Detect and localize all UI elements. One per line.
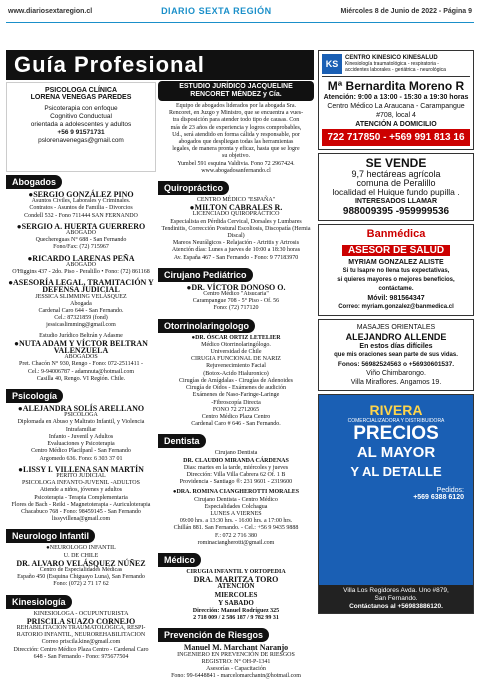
- section-heading-medico: Médico: [158, 553, 201, 567]
- ad-phone: Móvil: 981564347: [367, 295, 425, 302]
- ad-neurologist: [6, 545, 156, 588]
- ad-dentist: [158, 450, 314, 486]
- ad-name: ● DR. ÓSCAR ORTIZ LETELIER: [191, 335, 280, 341]
- ad-line: PSICOLOGA INFANTO-JUVENIL -ADULTOS: [22, 480, 140, 487]
- ad-rivera: [318, 394, 474, 614]
- ad-line: Chacabuco 768 - Fono: 98459145 - San Fernando: [21, 508, 141, 515]
- ad-line: Rencoret, en Juzgo y Ministro, que se encuentra a vues-: [168, 110, 304, 117]
- ad-name: DR. ALVARO VELÁSQUEZ NÚÑEZ: [16, 558, 146, 568]
- ad-line: Rejuvenecimiento Facial: [206, 363, 266, 370]
- ad-line: MIERCOLES: [214, 590, 258, 599]
- ad-risk-prevention: [158, 644, 314, 680]
- ad-name: ● RICARDO LARENAS PEÑA: [6, 255, 156, 262]
- ad-line: Ud., será atendido en forma cálida y responsable, por: [172, 131, 300, 138]
- ad-line: Infanto - Juvenil y Adultos: [48, 433, 114, 440]
- ad-line: KINESIOLOGA - OCUPUNTURISTA: [33, 610, 129, 617]
- ad-kinesalud: [318, 50, 474, 150]
- ad-title: Y AL DETALLE: [350, 464, 442, 479]
- ad-name: ● MILTON CABRALES R.: [158, 204, 314, 211]
- ad-phone: 2 718 009 / 2 586 187 / 9 782 99 31: [193, 615, 279, 622]
- rivera-logo: RIVERA: [369, 402, 423, 418]
- ad-line: San Fernando.: [374, 595, 418, 602]
- ad-line: FONO 72 2712065: [212, 406, 260, 413]
- ad-lawyer: [6, 255, 156, 277]
- ad-line: 9,7 hectáreas agrícola: [351, 169, 441, 179]
- ad-line: Cel.: 9-94006787 - adamnuta@hotmail.com: [27, 368, 134, 375]
- ad-line: Centro Médico "Atsucaria": [203, 291, 269, 298]
- ad-line: Diplomada en Abuso y Maltrato Infantil, y Violencia Intrafamiliar: [17, 419, 145, 433]
- ad-line: JESSICA SLIMMING VELÁSQUEZ: [35, 293, 127, 300]
- ad-name: ● SERGIO A. HUERTA GUERRERO: [6, 223, 156, 230]
- ad-line: Cirujano Dentista: [214, 450, 258, 457]
- ad-line: ATENCIÓN A DOMICILIO: [355, 121, 437, 128]
- ad-doctor: [158, 569, 314, 622]
- ad-line: PSICÓLOGA: [64, 412, 98, 419]
- ad-line: Cel.: 87321859 (fond): [54, 315, 108, 322]
- banmedica-logo: Banmédica: [366, 228, 426, 240]
- ad-line: tra disposición para atender todo tipo de causas. Con: [172, 117, 300, 124]
- ad-line: Asuntos Civiles, Laborales y Criminales.: [31, 198, 131, 205]
- ad-name: DRA. MARITZA TORO: [193, 575, 279, 585]
- ad-name: ● DRA. ROMINA CIANGHEROTTI MORALES: [173, 489, 299, 495]
- ad-line: Exámenes de Naso-Faringe-Laringe: [192, 392, 280, 399]
- column-middle: [158, 78, 314, 680]
- ad-line: Cardenal Caro 644 - San Fernando.: [38, 308, 124, 315]
- ad-line: accidentes laborales - geriátrica - neurológica: [345, 67, 446, 73]
- ad-pediatric-surgeon: [158, 284, 314, 313]
- ad-line: REGISTRO: N° OH-P-1341: [201, 658, 271, 665]
- ad-name: DR. CLAUDIO MIRANDA CÁRDENAS: [183, 457, 289, 464]
- ad-line: Dirección: Manuel Rodríguez 325: [192, 607, 280, 614]
- ad-line: Centro Médico La Araucana - Carampangue #708, local 4: [327, 103, 465, 119]
- ad-line: -Fibroscopía Directa: [211, 399, 261, 406]
- ad-lawyer: [6, 279, 156, 329]
- ad-line: Centro de Especialidades Médicas: [39, 566, 123, 573]
- ad-name: ● ASESORÍA LEGAL, TRAMITACIÓN Y DEFENSA JUDICIAL: [6, 279, 156, 293]
- section-heading-cirujano-pediatrico: Cirujano Pediátrico: [158, 268, 253, 282]
- section-heading-prevencion: Prevención de Riesgos: [158, 628, 269, 642]
- ad-line: (Botox-Acido Hialuronico): [203, 370, 269, 377]
- ad-name: ALEJANDRO ALLENDE: [345, 332, 447, 342]
- ad-line: PERITO JUDICIAL: [56, 472, 106, 479]
- ad-email: lissyvillena@gmail.com: [51, 516, 111, 523]
- ad-title: MASAJES ORIENTALES: [356, 324, 436, 331]
- ad-line: LUNES A VIERNES: [210, 510, 262, 517]
- ad-title: ASESOR DE SALUD: [342, 245, 450, 256]
- ad-title: AL MAYOR: [356, 444, 436, 461]
- section-heading-psicologia: Psicología: [6, 389, 63, 403]
- page-header: [0, 0, 480, 22]
- ad-line: ATENCIÓN: [217, 582, 255, 591]
- ad-line: Estudio Jurídico Beltrán y Adasme: [39, 332, 123, 339]
- ad-ent-doctor: [158, 335, 314, 429]
- ad-title: PRECIOS: [353, 423, 439, 444]
- ad-line: Flores de Bach - Reiki - Magnetoterapia - Auriculoterapia: [11, 501, 151, 508]
- ad-line: Mareos Neurálgicos - Relajación - Artritis y Artrosis: [172, 240, 300, 247]
- ad-psychologist: [6, 405, 156, 463]
- ad-name: ● DR. VÍCTOR DONOSO O.: [158, 284, 314, 291]
- section-heading-estudio-juridico: ESTUDIO JURÍDICO JACQUELINE RENCORET MÉNDEZ y Cía.: [158, 81, 314, 101]
- ad-line: Argomedo 636. Fono: 6 303 37 01: [39, 455, 123, 462]
- ad-line: Médico Otorrinolaringólogo.: [201, 341, 271, 348]
- ad-line: Cirugías de Amígdalas - Cirugías de Adenoides: [179, 377, 293, 384]
- ad-line: REHABILITACION TRAUMATOLÓGICA, RESPI-: [16, 624, 146, 631]
- ad-footer: [319, 585, 473, 613]
- ad-title: PSICOLOGA CLÍNICA: [44, 87, 118, 94]
- issue-date: Miércoles 8 de Junio de 2022 - Página 9: [340, 7, 472, 15]
- ad-line: INGENIERO EN PREVENCIÓN DE RIESGOS: [177, 651, 295, 658]
- ad-title: CENTRO KINESICO KINESALUD: [345, 55, 438, 61]
- ad-line: Contratos - Asuntos de Familia - Divorcios: [29, 205, 133, 212]
- ad-lawyer: [6, 191, 156, 220]
- ad-line: Cirujano Dentista - Centro Médico: [194, 496, 278, 503]
- ad-line: Atención: 9:00 a 13:00 - 15:30 a 19:30 horas: [323, 94, 469, 101]
- ad-line: 09:00 hrs. a 13:30 hrs. - 16:00 hrs. a 17:00 hrs.: [179, 518, 293, 525]
- divider: [322, 76, 470, 77]
- ad-phone: 722 717850 - +569 991 813 16: [322, 129, 470, 146]
- ad-line: Psicoterapia con enfoque: [44, 105, 118, 112]
- ad-line: Yumbel 591 esquina Valdivia. Fono 72 2967424.: [177, 160, 295, 167]
- ad-line: contáctame.: [378, 286, 414, 292]
- ad-line: Chillán 881. San Fernando. - Cel.: +56 9 9435 9888: [173, 525, 299, 532]
- ad-phone: +569 6388 6120: [413, 494, 464, 501]
- ad-line: U. DE CHILE: [63, 552, 99, 559]
- ad-url[interactable]: www.abogadosanfernando.cl: [201, 167, 271, 174]
- ad-name: MYRIAM GONZALEZ ALISTE: [348, 259, 444, 266]
- ad-line: Casilla 40, Rengo. VI Región. Chile.: [36, 375, 126, 382]
- ad-name: LORENA VENEGAS PAREDES: [30, 94, 132, 101]
- ad-line: Fono: 99-6448841 - marcelomarchantn@hotmail.com: [171, 673, 301, 680]
- ad-email: rominaciangherotti@gmail.com: [197, 539, 275, 546]
- site-url[interactable]: www.diariosextaregion.cl: [8, 7, 93, 15]
- newspaper-name: DIARIO SEXTA REGIÓN: [161, 6, 272, 16]
- ad-line: Si tu Isapre no llena tus expectativas,: [342, 268, 450, 274]
- ad-name: Manuel M. Marchant Naranjo: [183, 643, 289, 653]
- ad-line: Kinesiología traumatológica - respiratoria -: [345, 61, 439, 67]
- ad-line: Evaluaciones y Psicoterapia: [47, 441, 115, 448]
- ad-name: Mª Bernardita Moreno R: [327, 79, 465, 93]
- ad-line: Dirección: Villa Villa Cabrera 62 Of. 1 B: [186, 471, 286, 478]
- ad-name: ● LISSY I. VILLENA SAN MARTÍN: [6, 466, 156, 473]
- ad-line: Villa Miraflores. Angamos 19.: [350, 379, 442, 386]
- ad-line: Carampangue 708 - 5° Piso - Of. 56: [192, 298, 280, 305]
- section-heading-kinesiologia: Kinesiología: [6, 595, 72, 609]
- ad-psicologa-venegas: [6, 82, 156, 172]
- ad-email: Correo: myriam.gonzalez@banmedica.cl: [338, 304, 454, 310]
- ad-name: PRISCILA SUAZO CORNEJO: [26, 616, 136, 626]
- ad-line: orientada a adolescentes y adultos: [30, 121, 132, 128]
- ad-line: Atención días: Lunes a jueves de 10:00 a 18:30 horas: [171, 247, 301, 254]
- ad-line: ABOGADO: [66, 230, 96, 237]
- ad-line: Av. España 467 - San Fernando - Fono: 9 77183970: [173, 254, 299, 261]
- ad-psychologist: [6, 466, 156, 524]
- ad-line: CIRUGIA FUNCIONAL DE NARIZ: [191, 356, 281, 363]
- ad-line: localidad el Huique fundo pupilla .: [332, 187, 460, 197]
- ad-line: Fono: (072) 2 71 17 62: [53, 581, 109, 588]
- ad-line: Dias: martes en la tarde, miércoles y jueves: [183, 464, 289, 471]
- section-heading-otorrino: Otorrinolaringologo: [158, 319, 255, 333]
- ad-line: RATORIO INFANTIL, NEUROREHABILITACION: [16, 632, 146, 639]
- ad-line: que mis oraciones sean parte de sus vidas.: [334, 352, 458, 358]
- ad-line: Condell 532 - Fono 711444 SAN FERNANDO: [24, 212, 138, 219]
- section-heading-quiropractico: Quiropráctico: [158, 181, 229, 195]
- ad-line: Equipo de abogados liderados por la abogada Sra.: [176, 103, 296, 109]
- ad-line: ● NEUROLOGO INFANTIL: [46, 545, 116, 551]
- ad-lawyer: [6, 333, 156, 383]
- ad-line: F.: 072 2 716 380: [214, 532, 258, 539]
- ad-phone: Contáctanos al +56983886120.: [349, 603, 443, 610]
- kinesalud-logo: [322, 54, 470, 74]
- ad-email: pslorenavenegas@gmail.com: [38, 137, 124, 144]
- kinesalud-logo-mark: KS: [322, 54, 342, 74]
- ad-line: Cardenal Caro # 646 - San Fernando.: [191, 421, 281, 428]
- ad-line: Psicoterapia - Terapia Complementaria: [34, 494, 128, 501]
- ad-line: Quechereguas N° 688 - San Fernando: [35, 237, 127, 244]
- ad-lawyer: [6, 223, 156, 252]
- ad-law-firm: [158, 103, 314, 175]
- ad-line: más de 23 años de experiencia y logros comprobables,: [170, 124, 302, 131]
- ad-email: jessicaslimming@gmail.com: [46, 322, 116, 329]
- ad-line: abogados que despliegan todas las herramientas: [178, 139, 294, 146]
- ad-line: CENTRO MÉDICO "ESPAÑA": [196, 197, 276, 204]
- ad-line: su objetivo.: [222, 153, 250, 160]
- ad-line: Dirección: Centro Médico Plaza Centro - Cardenal Caro: [13, 646, 149, 653]
- ad-line: Españo 450 (Esquina Chiguayo Luna), San Fernando: [17, 574, 145, 581]
- header-divider: [6, 22, 474, 23]
- ad-phone: +56 9 91571731: [57, 129, 105, 136]
- ad-name: ● NUTA ADAM Y VÍCTOR BELTRAN VALENZUELA: [6, 340, 156, 354]
- ad-title: SE VENDE: [365, 156, 427, 170]
- ad-line: Y SABADO: [218, 598, 254, 607]
- ad-dentist: [158, 489, 314, 547]
- ad-kinesiologist: [6, 611, 156, 661]
- ad-line: Providencia - Santiago ®: 231 9601 - 2319600: [179, 479, 293, 486]
- ad-line: Viño Chimbarongo.: [366, 370, 426, 377]
- ad-line: Villa Los Regidores Avda. Uno #879,: [343, 587, 449, 594]
- ad-email: Correo priscila.kine@gmail.com: [41, 639, 121, 646]
- ad-line: ABOGADOS: [64, 354, 98, 361]
- ad-banmedica: [318, 224, 474, 316]
- ad-se-vende: [318, 153, 474, 221]
- ad-line: Cognitivo Conductual: [50, 113, 112, 120]
- ad-line: Centro Médico Placilpanl - San Fernando: [31, 448, 131, 455]
- ad-line: Tendinitis, Corrección Postural Escoliosis, Discopatía (Hernia Discal): [161, 225, 311, 240]
- ad-line: INTERESADOS LLAMAR: [354, 198, 438, 205]
- ad-line: En estos días difíciles: [359, 343, 433, 350]
- ad-chiropractor: [158, 197, 314, 262]
- section-heading-dentista: Dentista: [158, 434, 206, 448]
- ad-line: CIRUGIA INFANTIL Y ORTOPEDIA: [186, 568, 286, 575]
- ad-line: Atiende a niños, jóvenes y adultos: [39, 487, 123, 494]
- ad-phone: 988009395 -959999536: [342, 206, 450, 217]
- ad-phone: Fonos: 56982524563 o +56930601537.: [337, 361, 455, 368]
- ad-line: comuna de Peralillo: [356, 178, 436, 188]
- ad-line: 648 - San Fernando - Fono: 975677504: [33, 653, 129, 660]
- ad-line: Universidad de Chile: [210, 349, 262, 356]
- ad-line: Centro Médico Plaza Centro: [201, 413, 271, 420]
- ad-line: O'Higgins 437 - 2do. Piso - Peralillo • Fono: (72) 861168: [12, 269, 150, 276]
- ad-line: LICENCIADO QUIROPRÁCTICO: [192, 211, 280, 218]
- ad-name: ● ALEJANDRA SOLÍS ARELLANO: [6, 405, 156, 412]
- ad-line: Pedidos:: [436, 487, 464, 494]
- ad-line: legales, de manera pronta y eficaz, hasta que se logre: [172, 146, 300, 153]
- ad-line: Especialista en Pérdida Cervical, Dorsales y Lumbares: [170, 218, 302, 225]
- ad-line: Asesorías - Capacitación: [206, 665, 266, 672]
- ad-masajes: [318, 319, 474, 391]
- column-right: [318, 50, 474, 662]
- ad-line: Fono: (72) 717120: [213, 305, 259, 312]
- column-left: [6, 50, 156, 662]
- ad-line: Abogada: [70, 300, 92, 307]
- page-title: Guía Profesional: [6, 50, 314, 80]
- ad-line: Especialidades Colchagua: [204, 503, 268, 510]
- ad-line: Fono/Fax: (72) 715967: [53, 244, 109, 251]
- ad-name: ● SERGIO GONZÁLEZ PINO: [6, 191, 156, 198]
- ad-line: COMERCIALIZADORA Y DISTRIBUIDORA: [347, 418, 445, 424]
- ad-line: ABOGADO: [66, 261, 96, 268]
- ad-line: Cirugía de Oídos - Exámenes de audición: [186, 385, 286, 392]
- section-heading-abogados: Abogados: [6, 175, 62, 189]
- ad-line: si quieres mayores o mejores beneficios,: [337, 277, 455, 283]
- section-heading-neurologo: Neurologo Infantil: [6, 529, 95, 543]
- ad-line: Pret. Chacón N° 930, Rengo - Fono: 072-2511411 -: [19, 361, 143, 368]
